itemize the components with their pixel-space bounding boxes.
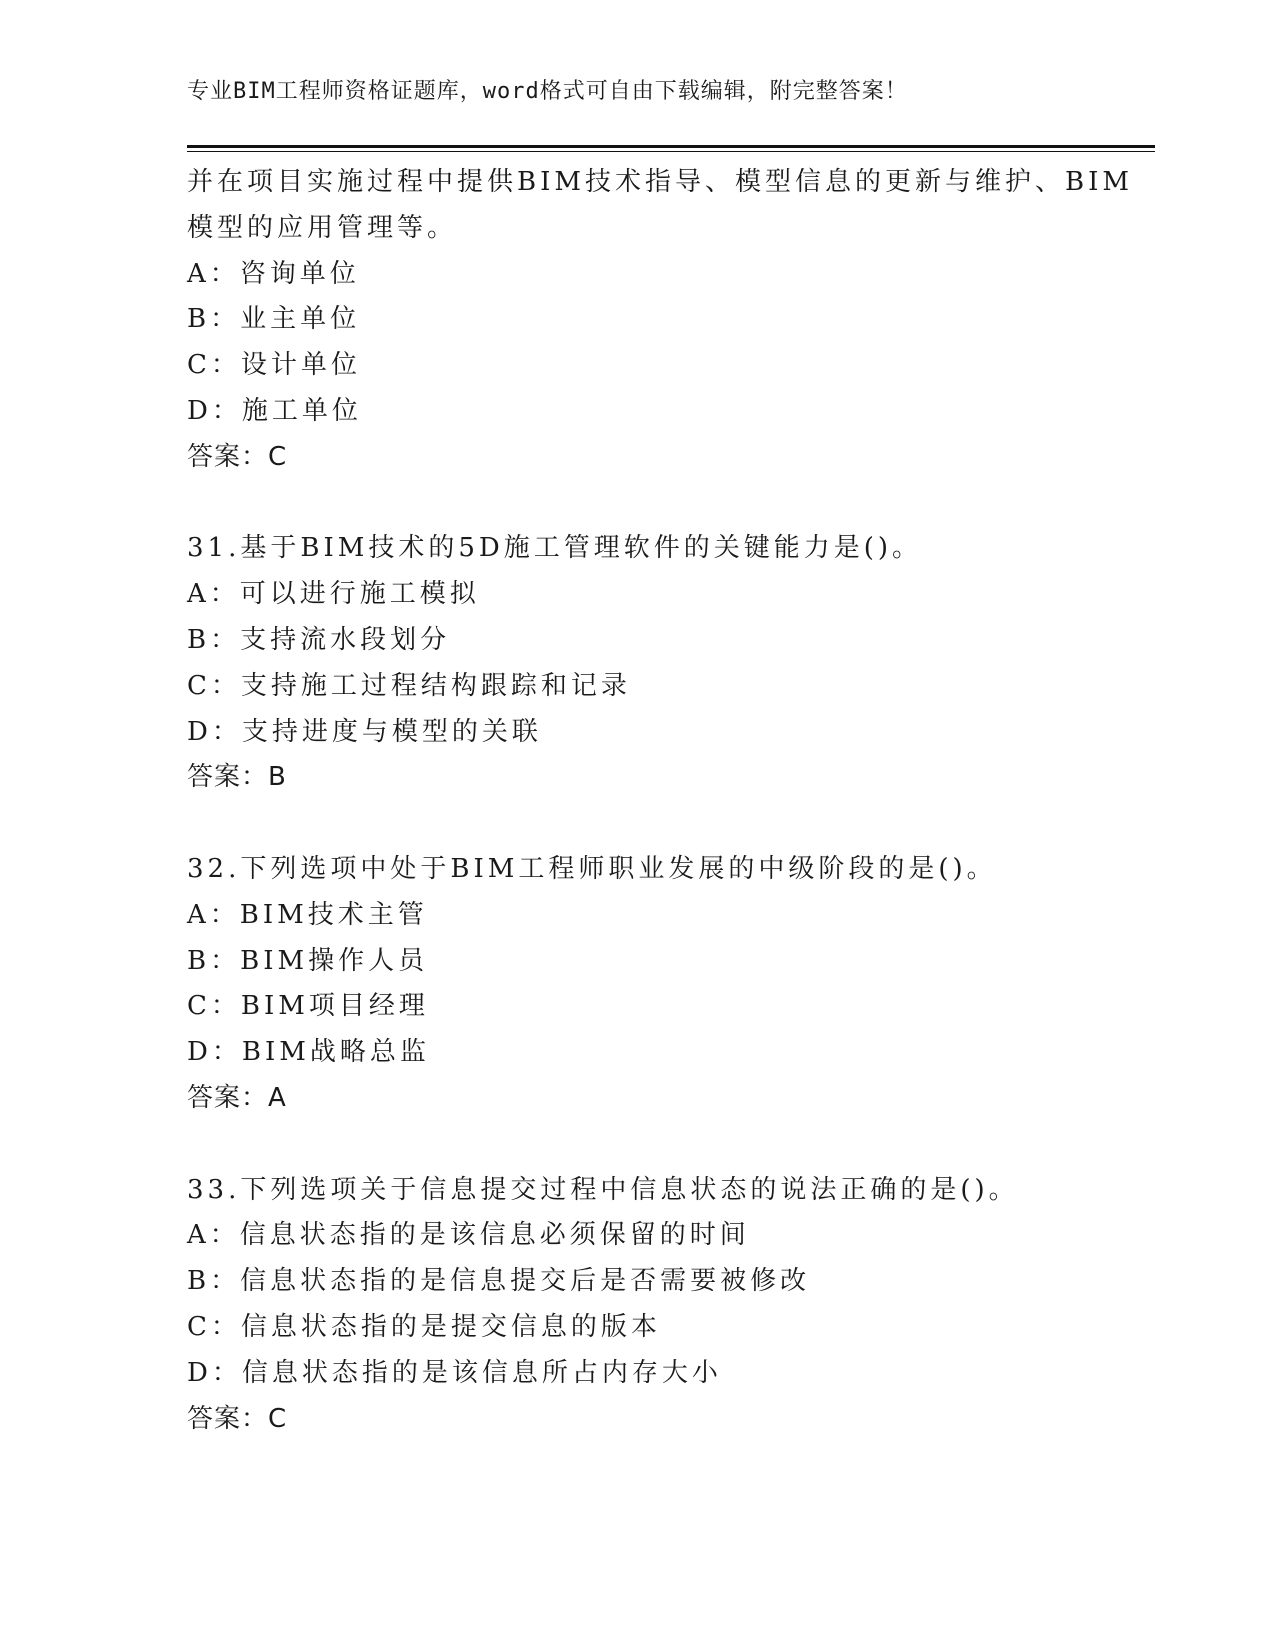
question-stem-line: 并在项目实施过程中提供BIM技术指导、模型信息的更新与维护、BIM xyxy=(187,167,1133,197)
option-a: A：咨询单位 xyxy=(187,258,360,289)
header-rule-thick xyxy=(187,145,1155,148)
option-b: B：BIM操作人员 xyxy=(187,945,429,976)
answer-line: 答案：A xyxy=(187,1082,287,1113)
page-header: 专业BIM工程师资格证题库，word格式可自由下载编辑，附完整答案！ xyxy=(187,79,908,104)
option-b: B：支持流水段划分 xyxy=(187,624,451,655)
option-c: C：BIM项目经理 xyxy=(187,991,429,1022)
option-b: B：业主单位 xyxy=(187,304,361,335)
option-a: A：可以进行施工模拟 xyxy=(187,579,480,610)
answer-line: 答案：C xyxy=(187,441,288,472)
spacer xyxy=(187,481,1117,527)
spacer xyxy=(187,1122,1117,1168)
spacer xyxy=(187,801,1117,847)
header-rule-thin xyxy=(187,151,1155,152)
question-stem: 31.基于BIM技术的5D施工管理软件的关键能力是()。 xyxy=(187,533,923,564)
question-stem-line: 模型的应用管理等。 xyxy=(187,212,458,243)
question-block-33 xyxy=(187,1168,1117,1443)
option-d: D：信息状态指的是该信息所占内存大小 xyxy=(187,1357,722,1388)
option-d: D：施工单位 xyxy=(187,395,362,426)
question-block-32 xyxy=(187,847,1117,1122)
option-a: A：信息状态指的是该信息必须保留的时间 xyxy=(187,1220,750,1251)
question-block-continued xyxy=(187,160,1133,481)
option-b: B：信息状态指的是信息提交后是否需要被修改 xyxy=(187,1266,811,1297)
question-content xyxy=(187,160,1133,1442)
option-c: C：支持施工过程结构跟踪和记录 xyxy=(187,670,631,701)
question-stem: 32.下列选项中处于BIM工程师职业发展的中级阶段的是()。 xyxy=(187,853,997,884)
answer-line: 答案：C xyxy=(187,1403,288,1434)
option-d: D：支持进度与模型的关联 xyxy=(187,716,542,747)
option-a: A：BIM技术主管 xyxy=(187,899,428,930)
option-d: D：BIM战略总监 xyxy=(187,1037,430,1068)
option-c: C：信息状态指的是提交信息的版本 xyxy=(187,1311,661,1342)
answer-line: 答案：B xyxy=(187,762,287,793)
question-block-31 xyxy=(187,526,1117,801)
question-stem: 33.下列选项关于信息提交过程中信息状态的说法正确的是()。 xyxy=(187,1174,1019,1205)
option-c: C：设计单位 xyxy=(187,350,361,381)
